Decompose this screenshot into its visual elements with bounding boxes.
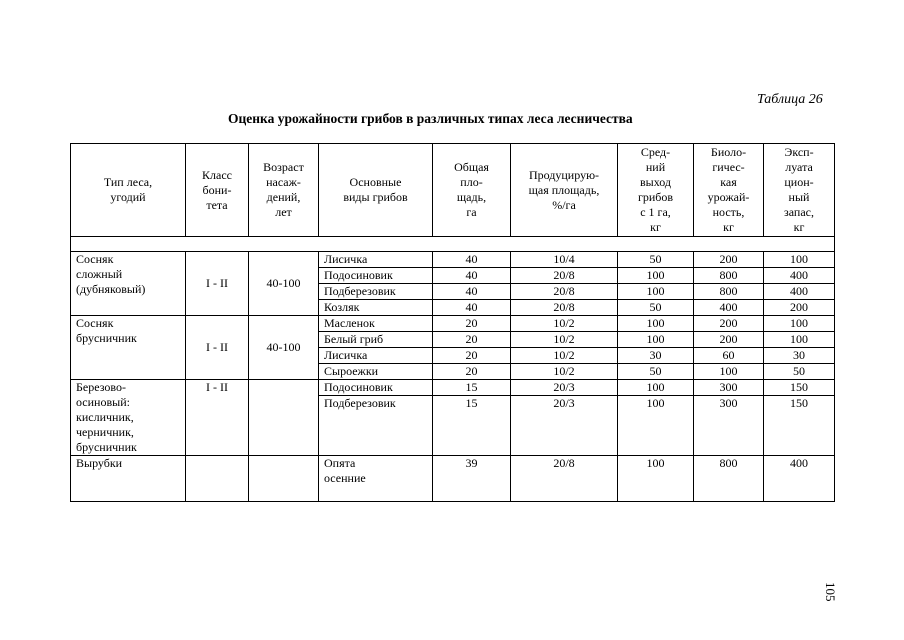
total-area-cell: 20 <box>433 364 511 380</box>
avg-yield-cell: 100 <box>618 268 694 284</box>
header-bio-yield-line: кая <box>720 175 737 189</box>
species-cell: Масленок <box>319 316 433 332</box>
bio-yield-cell: 400 <box>694 300 764 316</box>
species-line: осенние <box>324 471 366 485</box>
header-productive-area <box>511 144 618 237</box>
bonitet-cell: I - II <box>186 380 249 456</box>
table-row <box>71 252 835 268</box>
header-avg-yield-line: Сред- <box>640 145 671 159</box>
productive-area-cell: 20/3 <box>511 380 618 396</box>
total-area-cell: 15 <box>433 380 511 396</box>
forest-type-cell <box>71 252 186 316</box>
total-area-cell: 20 <box>433 348 511 364</box>
productive-area-cell: 10/2 <box>511 364 618 380</box>
header-bio-yield-line: Биоло- <box>710 145 747 159</box>
bio-yield-cell: 60 <box>694 348 764 364</box>
bio-yield-cell: 200 <box>694 316 764 332</box>
header-total-area-line: щадь, <box>456 190 487 204</box>
exploit-stock-cell: 200 <box>764 300 835 316</box>
forest-type-line: Березово- <box>76 380 126 394</box>
forest-type-cell <box>71 380 186 456</box>
avg-yield-cell: 100 <box>618 380 694 396</box>
header-productive-area-line: %/га <box>552 197 576 212</box>
productive-area-cell: 10/4 <box>511 252 618 268</box>
bio-yield-cell: 800 <box>694 284 764 300</box>
header-avg-yield <box>618 144 694 237</box>
bonitet-cell: I - II <box>186 316 249 380</box>
header-exploit-stock-line: луата <box>785 160 813 174</box>
header-exploit-stock-line: Эксп- <box>784 145 814 159</box>
exploit-stock-cell: 150 <box>764 380 835 396</box>
species-cell: Белый гриб <box>319 332 433 348</box>
exploit-stock-cell: 100 <box>764 316 835 332</box>
header-exploit-stock-line: цион- <box>784 175 814 189</box>
table-row <box>71 316 835 332</box>
header-exploit-stock <box>764 144 835 237</box>
exploit-stock-cell: 100 <box>764 332 835 348</box>
header-avg-yield-line: грибов <box>637 190 674 204</box>
header-exploit-stock-line: кг <box>793 220 805 234</box>
exploit-stock-cell: 100 <box>764 252 835 268</box>
species-cell: Лисичка <box>319 252 433 268</box>
forest-type-cell <box>71 316 186 380</box>
age-cell: 40-100 <box>249 252 319 316</box>
header-forest-type-line: Тип леса, <box>103 175 153 189</box>
productive-area-cell: 10/2 <box>511 332 618 348</box>
header-row <box>71 144 835 237</box>
total-area-cell: 20 <box>433 332 511 348</box>
exploit-stock-cell: 30 <box>764 348 835 364</box>
total-area-cell: 40 <box>433 284 511 300</box>
header-age-line: насаж- <box>266 175 301 189</box>
forest-type-line: кисличник, <box>76 410 134 424</box>
total-area-cell: 40 <box>433 252 511 268</box>
total-area-cell: 40 <box>433 300 511 316</box>
species-cell: Подосиновик <box>319 380 433 396</box>
forest-type-line: брусничник <box>76 440 137 454</box>
exploit-stock-cell: 150 <box>764 396 835 456</box>
forest-type-line: черничник, <box>76 425 134 439</box>
yield-table <box>70 143 835 502</box>
total-area-cell: 15 <box>433 396 511 456</box>
exploit-stock-cell: 400 <box>764 268 835 284</box>
forest-type-line: Сосняк <box>76 252 114 266</box>
header-bio-yield-line: ность, <box>712 205 745 219</box>
avg-yield-cell: 100 <box>618 284 694 300</box>
exploit-stock-cell: 400 <box>764 284 835 300</box>
exploit-stock-cell: 400 <box>764 456 835 502</box>
forest-type-line: брусничник <box>76 331 137 345</box>
header-bonitet-line: тета <box>206 197 228 212</box>
page-number: 105 <box>823 582 838 602</box>
productive-area-cell: 20/8 <box>511 268 618 284</box>
header-productive-area-line: щая площадь, <box>528 182 600 197</box>
header-avg-yield-line: выход <box>639 175 672 189</box>
table-title: Оценка урожайности грибов в различных типах леса лесничества <box>228 111 633 126</box>
header-age-line: лет <box>275 205 292 219</box>
total-area-cell: 39 <box>433 456 511 502</box>
header-bonitet <box>186 144 249 237</box>
species-cell: Лисичка <box>319 348 433 364</box>
avg-yield-cell: 30 <box>618 348 694 364</box>
bonitet-cell: I - II <box>186 252 249 316</box>
productive-area-cell: 20/3 <box>511 396 618 456</box>
forest-type-line: Сосняк <box>76 316 114 330</box>
header-total-area-line: га <box>466 205 477 219</box>
forest-type-line: (дубняковый) <box>76 282 146 296</box>
header-species <box>319 144 433 237</box>
table-number: Таблица 26 <box>757 92 823 107</box>
avg-yield-cell: 50 <box>618 252 694 268</box>
header-bio-yield-line: гичес- <box>712 160 745 174</box>
table-row <box>71 380 835 396</box>
bio-yield-cell: 100 <box>694 364 764 380</box>
header-avg-yield-line: ний <box>645 160 666 174</box>
avg-yield-cell: 100 <box>618 396 694 456</box>
header-exploit-stock-line: ный <box>788 190 810 204</box>
header-avg-yield-line: кг <box>650 220 661 234</box>
species-cell: Подберезовик <box>319 396 433 456</box>
avg-yield-cell: 50 <box>618 364 694 380</box>
bio-yield-cell: 800 <box>694 456 764 502</box>
exploit-stock-cell: 50 <box>764 364 835 380</box>
productive-area-cell: 10/2 <box>511 316 618 332</box>
total-area-cell: 20 <box>433 316 511 332</box>
header-total-area-line: пло- <box>460 175 483 189</box>
header-age-line: дений, <box>266 190 301 204</box>
productive-area-cell: 20/8 <box>511 300 618 316</box>
forest-type-line: сложный <box>76 267 123 281</box>
avg-yield-cell: 100 <box>618 456 694 502</box>
header-age <box>249 144 319 237</box>
bio-yield-cell: 200 <box>694 332 764 348</box>
header-productive-area-line: Продуцирую- <box>528 167 600 182</box>
productive-area-cell: 10/2 <box>511 348 618 364</box>
age-cell <box>249 380 319 456</box>
table-row <box>71 456 835 502</box>
header-bonitet-line: Класс <box>202 167 232 182</box>
avg-yield-cell: 50 <box>618 300 694 316</box>
avg-yield-cell: 100 <box>618 332 694 348</box>
header-species-line: виды грибов <box>343 190 408 204</box>
header-bio-yield-line: урожай- <box>707 190 750 204</box>
bio-yield-cell: 200 <box>694 252 764 268</box>
spacer-row <box>71 237 835 252</box>
header-avg-yield-line: с 1 га, <box>640 205 671 219</box>
species-cell: Подосиновик <box>319 268 433 284</box>
productive-area-cell: 20/8 <box>511 284 618 300</box>
bio-yield-cell: 300 <box>694 396 764 456</box>
productive-area-cell: 20/8 <box>511 456 618 502</box>
age-cell: 40-100 <box>249 316 319 380</box>
header-total-area-line: Общая <box>454 160 489 174</box>
species-cell: Подберезовик <box>319 284 433 300</box>
header-bonitet-line: бони- <box>202 182 232 197</box>
header-forest-type <box>71 144 186 237</box>
species-cell <box>319 456 433 502</box>
header-age-line: Возраст <box>263 160 304 174</box>
total-area-cell: 40 <box>433 268 511 284</box>
species-cell: Сыроежки <box>319 364 433 380</box>
bio-yield-cell: 300 <box>694 380 764 396</box>
header-bio-yield-line: кг <box>723 220 734 234</box>
avg-yield-cell: 100 <box>618 316 694 332</box>
forest-type-cell: Вырубки <box>71 456 186 502</box>
header-exploit-stock-line: запас, <box>784 205 814 219</box>
species-cell: Козляк <box>319 300 433 316</box>
header-bio-yield <box>694 144 764 237</box>
header-species-line: Основные <box>349 175 402 189</box>
age-cell <box>249 456 319 502</box>
bio-yield-cell: 800 <box>694 268 764 284</box>
bonitet-cell <box>186 456 249 502</box>
header-forest-type-line: угодий <box>110 190 146 204</box>
header-total-area <box>433 144 511 237</box>
species-line: Опята <box>324 456 356 470</box>
spacer-cell <box>71 237 835 252</box>
forest-type-line: осиновый: <box>76 395 130 409</box>
